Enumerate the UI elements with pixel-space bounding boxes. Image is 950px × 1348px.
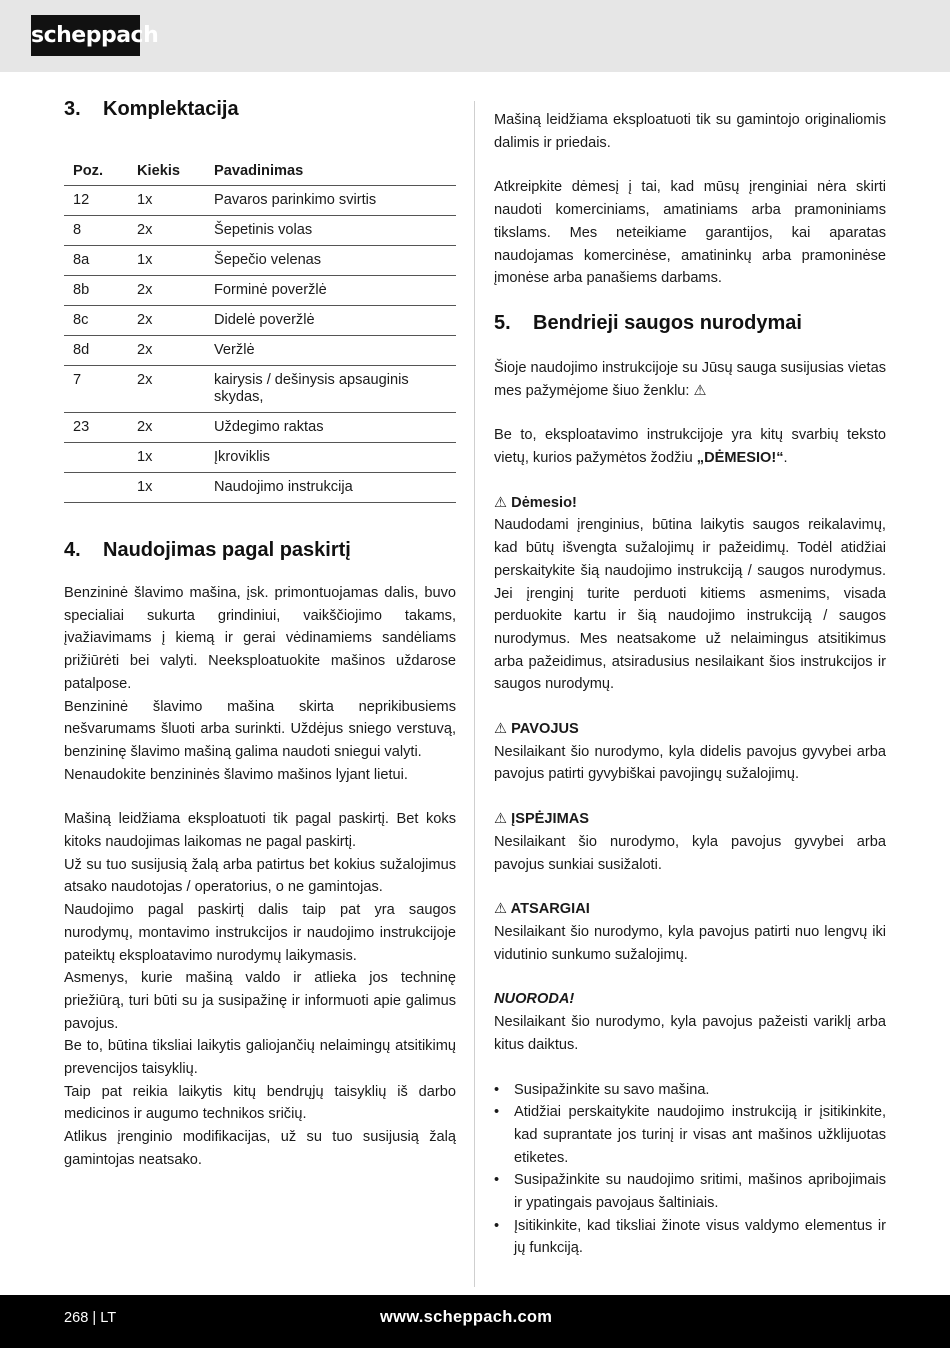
note-heading: NUORODA! xyxy=(494,991,575,1008)
table-row xyxy=(64,246,456,276)
header-band xyxy=(0,0,950,72)
table-header-row xyxy=(64,157,456,186)
column-header: Pavadinimas xyxy=(205,157,456,186)
paragraph: Nesilaikant šio nurodymo, kyla pavojus pažeisti variklį arba kitus daiktus. xyxy=(494,1014,886,1053)
caution-label: ATSARGIAI xyxy=(510,901,590,918)
paragraph: Atlikus įrenginio modifikacijas, už su tuo susijusią žalą gamintojas neatsako. xyxy=(64,1129,456,1168)
table-row xyxy=(64,366,456,413)
warning-triangle-icon: ⚠ xyxy=(494,811,508,828)
paragraph: Nenaudokite benzininės šlavimo mašinos lyjant lietui. xyxy=(64,766,408,783)
website-link[interactable]: www.scheppach.com xyxy=(380,1308,553,1326)
table-cell: 8d xyxy=(64,336,128,366)
paragraph: Nesilaikant šio nurodymo, kyla pavojus gyvybei arba pavojus sunkiai susižaloti. xyxy=(494,833,886,873)
table-cell: 8 xyxy=(64,216,128,246)
safety-bullet-list xyxy=(494,1079,886,1261)
list-item: • Atidžiai perskaitykite naudojimo instrukciją ir įsitikinkite, kad suprantate jos turinį ir visas ant mašinos užklijuotas etiketes. xyxy=(494,1101,886,1169)
table-cell: 2x xyxy=(128,216,205,246)
page-number: 268 | LT xyxy=(64,1310,117,1326)
right-column xyxy=(494,109,886,1260)
section-title: Komplektacija xyxy=(103,98,239,120)
table-cell: 1x xyxy=(128,246,205,276)
left-column xyxy=(64,98,456,1172)
danger-block xyxy=(494,718,886,786)
table-cell: Didelė poveržlė xyxy=(205,306,456,336)
paragraph: Asmenys, kurie mašiną valdo ir atlieka jos techninę priežiūrą, turi būti su ja susipažinę ir informuoti apie galimus pavojus. xyxy=(64,970,456,1032)
table-cell: 12 xyxy=(64,186,128,216)
danger-heading xyxy=(494,718,886,741)
attention-label: Dėmesio! xyxy=(511,494,577,511)
table-cell: Pavaros parinkimo svirtis xyxy=(205,186,456,216)
paragraph: Mašiną leidžiama eksploatuoti tik pagal paskirtį. Bet koks kitoks naudojimas laikomas ne pagal paskirtį. xyxy=(64,811,456,851)
table-row xyxy=(64,336,456,366)
table-cell: 7 xyxy=(64,366,128,413)
table-cell: Naudojimo instrukcija xyxy=(205,473,456,503)
section-number: 4. xyxy=(64,539,81,561)
table-cell: kairysis / dešinysis apsauginis skydas, xyxy=(205,366,456,413)
paragraph: Benzininė šlavimo mašina skirta neprikibusiems nešvarumams šluoti arba surinkti. Uždėjus sniego verstuvą, benzininę šlavimo mašiną galima naudoti sniegui valyti. xyxy=(64,698,456,760)
paragraph: Nesilaikant šio nurodymo, kyla pavojus patirti nuo lengvų iki vidutinio sunkumo sužalojimų. xyxy=(494,923,886,963)
paragraph xyxy=(494,424,886,469)
table-cell: 8c xyxy=(64,306,128,336)
paragraph: Nesilaikant šio nurodymo, kyla didelis pavojus gyvybei arba pavojus patirti gyvybiškai pavojingų sužalojimų. xyxy=(494,743,886,783)
table-cell: 2x xyxy=(128,276,205,306)
table-cell: Uždegimo raktas xyxy=(205,413,456,443)
column-header: Kiekis xyxy=(128,157,205,186)
section-number: 3. xyxy=(64,98,81,120)
text-run: . xyxy=(783,450,788,467)
section-4-body xyxy=(64,582,456,1172)
table-cell: Įkroviklis xyxy=(205,443,456,473)
table-row xyxy=(64,473,456,503)
danger-label: PAVOJUS xyxy=(511,721,579,738)
table-cell: 1x xyxy=(128,473,205,503)
paragraph: Taip pat reikia laikytis kitų bendrųjų taisyklių iš darbo medicinos ir augumo technikos sričių. xyxy=(64,1083,456,1123)
section-4-heading xyxy=(64,539,456,562)
table-cell xyxy=(64,443,128,473)
table-row xyxy=(64,413,456,443)
attention-block xyxy=(494,492,886,696)
table-row xyxy=(64,276,456,306)
table-row xyxy=(64,443,456,473)
column-header: Poz. xyxy=(64,157,128,186)
warning-triangle-icon: ⚠ xyxy=(494,901,508,918)
paragraph: Šioje naudojimo instrukcijoje su Jūsų sauga susijusias vietas mes pažymėjome šiuo ženklu: ⚠ xyxy=(494,359,886,399)
parts-table xyxy=(64,157,456,503)
table-cell: 23 xyxy=(64,413,128,443)
table-cell: Veržlė xyxy=(205,336,456,366)
section-title: Naudojimas pagal paskirtį xyxy=(103,539,351,561)
warning-block xyxy=(494,808,886,876)
warning-label: ĮSPĖJIMAS xyxy=(511,811,590,828)
paragraph: Atkreipkite dėmesį į tai, kad mūsų įrenginiai nėra skirti naudoti komerciniams, amatiniams arba pramoniniams tikslams. Mes neteikiame garantijos, kai aparatas naudojamas komercinėse, amatininkų arba pramoninėse įmonėse arba panašiems darbams. xyxy=(494,179,886,287)
paragraph: Benzininė šlavimo mašina, įsk. primontuojamas dalis, buvo specialiai sukurta grindiniui, vaikščiojimo takams, įvažiavimams į kiemą ir gerai vėdinamiems sandėliams prižiūrėti bei valyti. Neeksploatuokite mašinos uždarose patalpose. xyxy=(64,585,456,692)
table-cell: 8b xyxy=(64,276,128,306)
scheppach-logo: scheppach xyxy=(31,15,140,56)
warning-heading xyxy=(494,808,886,831)
table-row xyxy=(64,216,456,246)
table-cell: 8a xyxy=(64,246,128,276)
table-cell: Šepetinis volas xyxy=(205,216,456,246)
paragraph: Mašiną leidžiama eksploatuoti tik su gamintojo originaliomis dalimis ir priedais. xyxy=(494,112,886,151)
section-number: 5. xyxy=(494,311,511,334)
caution-heading xyxy=(494,898,886,921)
section-5-heading xyxy=(494,312,886,335)
section-title: Bendrieji saugos nurodymai xyxy=(533,311,802,334)
caution-block xyxy=(494,898,886,966)
table-cell xyxy=(64,473,128,503)
table-cell: 1x xyxy=(128,186,205,216)
warning-triangle-icon: ⚠ xyxy=(494,721,508,738)
table-row xyxy=(64,186,456,216)
paragraph: Už su tuo susijusią žalą arba patirtus bet kokius sužalojimus atsako naudotojas / operatorius, o ne gamintojas. xyxy=(64,856,456,896)
table-cell: 2x xyxy=(128,366,205,413)
list-item: • Susipažinkite su naudojimo sritimi, mašinos apribojimais ir ypatingais pavojaus šaltiniais. xyxy=(494,1169,886,1214)
paragraph: Be to, būtina tiksliai laikytis galiojančių nelaimingų atsitikimų prevencijos taisyklių. xyxy=(64,1038,456,1078)
table-row xyxy=(64,306,456,336)
paragraph: Naudodami įrenginius, būtina laikytis saugos reikalavimų, kad būtų išvengta sužalojimų ir pažeidimų. Todėl atidžiai perskaitykite šią naudojimo instrukciją / saugos nurodymus. Jei įrenginį turite perduoti kitiems asmenims, visada perduokite kartu ir šią naudojimo instrukciją / saugos nurodymus. Mes neatsakome už nelaimingus atsitikimus arba pažeidimus, atsiradusius nesilaikant šios instrukcijos ir saugos nurodymų. xyxy=(494,517,886,693)
section-3-heading xyxy=(64,98,456,121)
warning-triangle-icon: ⚠ xyxy=(494,494,508,511)
table-cell: Šepečio velenas xyxy=(205,246,456,276)
table-cell: 2x xyxy=(128,306,205,336)
footer-bar xyxy=(0,1295,950,1348)
list-item: • Įsitikinkite, kad tiksliai žinote visus valdymo elementus ir jų funkciją. xyxy=(494,1215,886,1260)
attention-word: „DĖMESIO!“ xyxy=(696,450,784,467)
attention-heading xyxy=(494,492,886,515)
table-cell: 2x xyxy=(128,413,205,443)
paragraph: Naudojimo pagal paskirtį dalis taip pat yra saugos nurodymų, montavimo instrukcijos ir naudojimo instrukcijoje pateiktų eksploatavimo nurodymų laikymasis. xyxy=(64,902,456,964)
text-run: Be to, eksploatavimo instrukcijoje yra kitų svarbių teksto vietų, kurios pažymėtos žodžiu xyxy=(494,427,886,467)
column-divider xyxy=(474,101,475,1287)
table-cell: Forminė poveržlė xyxy=(205,276,456,306)
table-cell: 2x xyxy=(128,336,205,366)
list-item: • Susipažinkite su savo mašina. xyxy=(494,1079,886,1102)
table-cell: 1x xyxy=(128,443,205,473)
note-block xyxy=(494,988,886,1056)
